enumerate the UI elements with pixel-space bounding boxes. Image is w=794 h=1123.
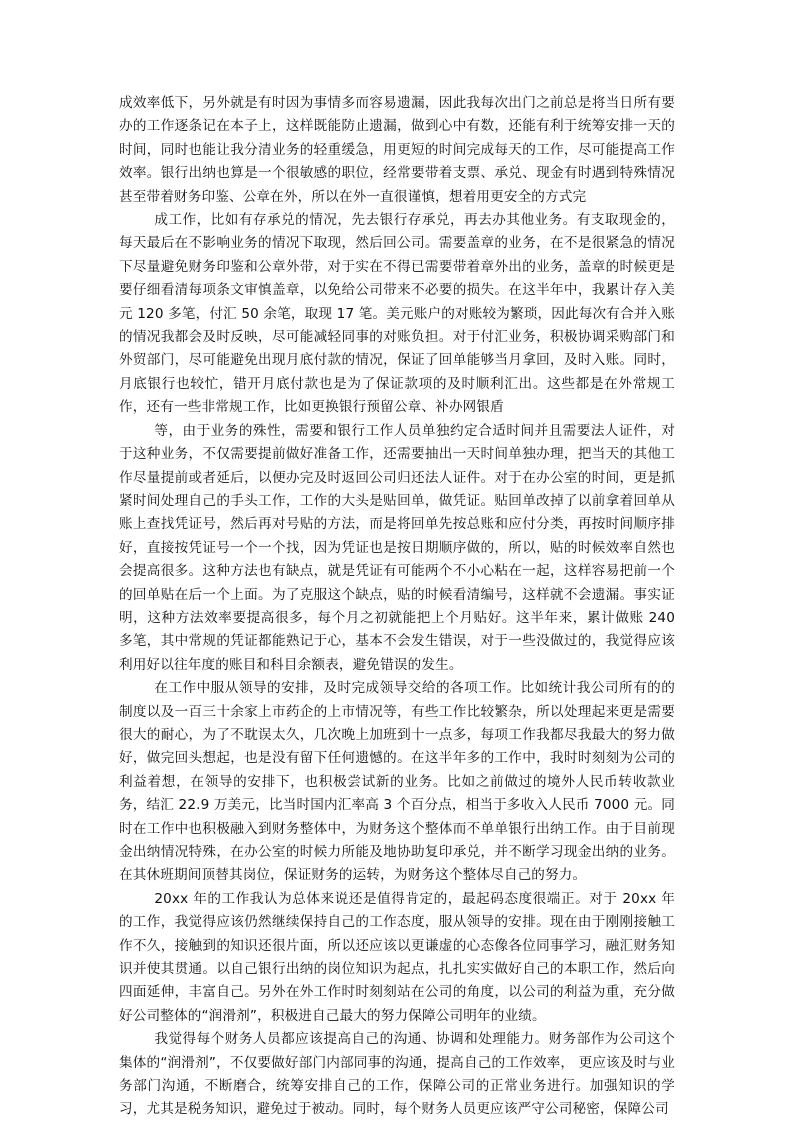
paragraph-outside-work: 成工作，比如有存承兑的情况，先去银行存承兑，再去办其他业务。有支取现金的，每天最后在不影响业务的情况下取现，然后回公司。需要盖章的业务，在不是很紧急的情况下尽量避免财务印鉴和公章外带，对于实在不得已需要带着章外出的业务，盖章的时候更是要仔细看清每项条文审慎盖章，以免给公司带来不必要的损失。在这半年中，我累计存入美元 120 多笔，付汇 50 余笔，取现 17 笔。美元账户的对账较为繁琐，因此每次有合并入账的情况我都会及时反映，尽可能减轻同事的对账负担。对于付汇业务，积极协调采购部门和外贸部门，尽可能避免出现月底付款的情况，保证了回单能够当月拿回，及时入账。同时，月底银行也较忙，错开月底付款也是为了保证款项的及时顺利汇出。这些都是在外常规工作，还有一些非常规工作，比如更换银行预留公章、补办网银盾 xyxy=(119,212,675,416)
paragraph-communication: 我觉得每个财务人员都应该提高自己的沟通、协调和处理能力。财务部作为公司这个集体的“润滑剂”，不仅要做好部门内部同事的沟通，提高自己的工作效率， 更应该及时与业务部门沟通，不断磨合，统筹安排自己的工作，保障公司的正常业务进行。加强知识的学习，尤其是税务知识，避免过于被动。同时，每个财务人员更应该严守公司秘密，保障公司 xyxy=(119,1031,675,1118)
paragraph-year-summary: 20xx 年的工作我认为总体来说还是值得肯定的，最起码态度很端正。对于 20xx 年的工作，我觉得应该仍然继续保持自己的工作态度，服从领导的安排。现在由于刚刚接触工作不久，接触到的知识还很片面，所以还应该以更谦虚的心态像各位同事学习，融汇财务知识并使其贯通。以自己银行出纳的岗位知识为起点，扎扎实实做好自己的本职工作，然后向四面延伸，丰富自己。另外在外工作时时刻刻站在公司的角度，以公司的利益为重，充分做好公司整体的“润滑剂”，积极进自己最大的努力保障公司明年的业绩。 xyxy=(119,890,675,1024)
paragraph-continued-efficiency: 成效率低下，另外就是有时因为事情多而容易遗漏，因此我每次出门之前总是将当日所有要办的工作逐条记在本子上，这样既能防止遗漏，做到心中有数，还能有利于统筹安排一天的时间，同时也能让我分清业务的轻重缓急，用更短的时间完成每天的工作，尽可能提高工作效率。银行出纳也算是一个很敏感的职位，经常要带着支票、承兑、现金有时遇到特殊情况甚至带着财务印鉴、公章在外，所以在外一直很谨慎，想着用更安全的方式完 xyxy=(119,95,675,205)
paragraph-office-work: 等，由于业务的殊性，需要和银行工作人员单独约定合适时间并且需要法人证件，对于这种业务，不仅需要提前做好准备工作，还需要抽出一天时间单独办理，把当天的其他工作尽量提前或者延后，以便办完及时返回公司归还法人证件。对于在办公室的时间，更是抓紧时间处理自己的手头工作，工作的大头是贴回单，做凭证。贴回单改掉了以前拿着回单从账上查找凭证号，然后再对号贴的方法，而是将回单先按总账和应付分类，再按时间顺序排好，直接按凭证号一个一个找，因为凭证也是按日期顺序做的，所以，贴的时候效率自然也会提高很多。这种方法也有缺点，就是凭证有可能两个不小心粘在一起，这样容易把前一个的回单贴在后一个上面。为了克服这个缺点，贴的时候看清编号，这样就不会遗漏。事实证明，这种方法效率要提高很多，每个月之初就能把上个月贴好。这半年来，累计做账 240 多笔，其中常规的凭证都能熟记于心，基本不会发生错误，对于一些没做过的，我觉得应该利用好以往年度的账目和科目余额表，避免错误的发生。 xyxy=(119,422,675,673)
paragraph-leadership-tasks: 在工作中服从领导的安排，及时完成领导交给的各项工作。比如统计我公司所有的的制度以及一百三十余家上市药企的上市情况等，有些工作比较繁杂，所以处理起来更是需要很大的耐心，为了不耽误太久，几次晚上加班到十一点多，每项工作我都尽我最大的努力做好，做完回头想起，也是没有留下任何遗憾的。在这半年多的工作中，我时时刻刻为公司的利益着想，在领导的安排下，也积极尝试新的业务。比如之前做过的境外人民币转收款业务，结汇 22.9 万美元，比当时国内汇率高 3 个百分点，相当于多收入人民币 7000 元。同时在工作中也积极融入到财务整体中，为财务这个整体而不单单银行出纳工作。由于目前现金出纳情况特殊，在办公室的时候力所能及地协助复印承兑，并不断学习现金出纳的业务。在其休班期间顶替其岗位，保证财务的运转，为财务这个整体尽自己的努力。 xyxy=(119,680,675,884)
document-page xyxy=(119,92,675,1122)
